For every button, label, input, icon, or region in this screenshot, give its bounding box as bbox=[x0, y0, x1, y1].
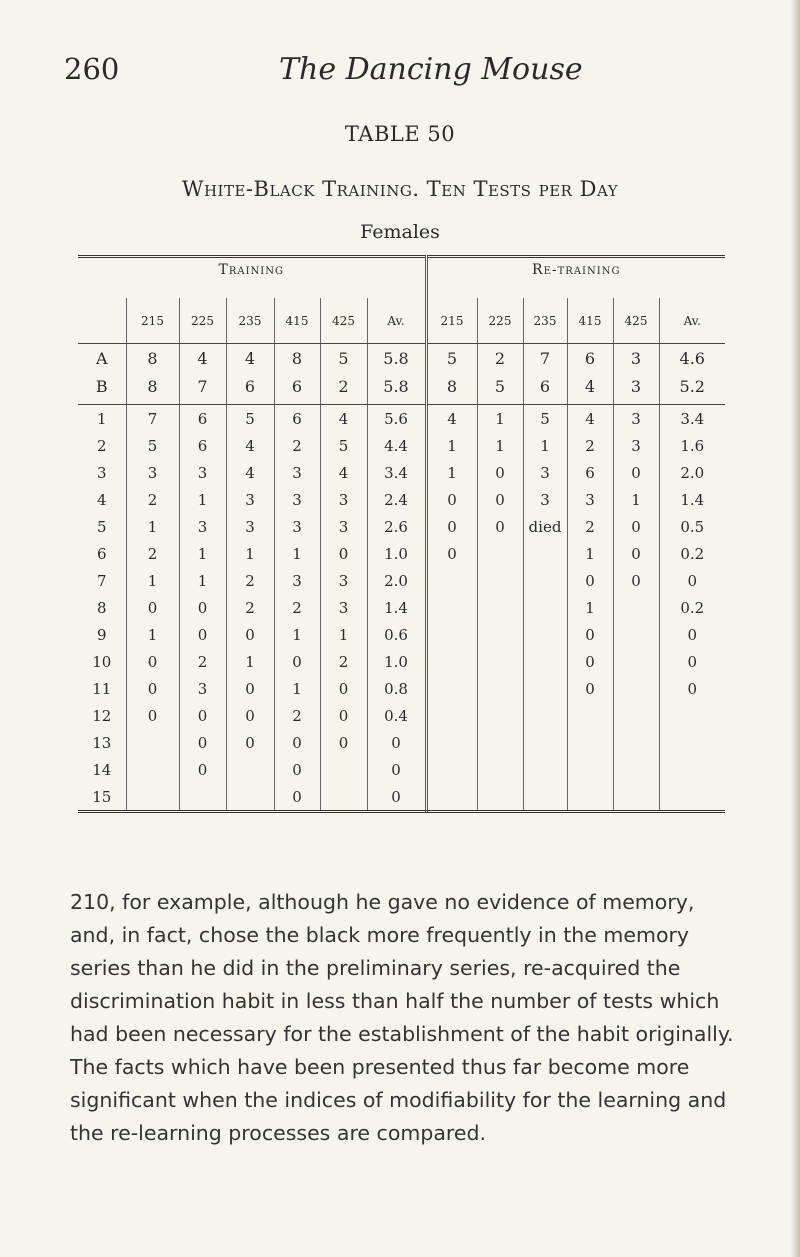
table-cell: 0 bbox=[226, 675, 274, 702]
table-subtitle: Females bbox=[360, 221, 440, 243]
table-cell: 0 bbox=[367, 756, 426, 783]
table-row bbox=[78, 459, 725, 486]
table-cell bbox=[426, 567, 477, 594]
table-cell: 2 bbox=[274, 594, 320, 621]
table-cell bbox=[567, 783, 613, 812]
row-label: 12 bbox=[78, 702, 126, 729]
table-cell: 3 bbox=[274, 486, 320, 513]
table-cell: 0 bbox=[320, 540, 367, 567]
table-cell: 1 bbox=[179, 540, 226, 567]
column-header bbox=[78, 298, 126, 344]
table-row bbox=[78, 594, 725, 621]
table-cell bbox=[426, 783, 477, 812]
table-cell: 2.0 bbox=[367, 567, 426, 594]
table-body bbox=[78, 344, 725, 812]
table-row bbox=[78, 756, 725, 783]
table-cell: 2.6 bbox=[367, 513, 426, 540]
table-cell: 1.0 bbox=[367, 540, 426, 567]
table-cell: 5.2 bbox=[659, 372, 725, 405]
table-cell: 0 bbox=[426, 513, 477, 540]
table-cell bbox=[477, 621, 523, 648]
table-cell bbox=[613, 756, 659, 783]
column-header: 415 bbox=[274, 298, 320, 344]
table-row bbox=[78, 648, 725, 675]
table-cell: 6 bbox=[274, 372, 320, 405]
table-cell bbox=[426, 648, 477, 675]
table-cell: 0 bbox=[367, 783, 426, 812]
table-cell: 0.2 bbox=[680, 544, 705, 563]
table-cell: 3 bbox=[523, 486, 567, 513]
table-cell: 2 bbox=[567, 432, 613, 459]
column-header: 225 bbox=[179, 298, 226, 344]
table-cell: 0 bbox=[274, 756, 320, 783]
table-cell: 8 bbox=[274, 344, 320, 373]
table-cell: 4.6 bbox=[679, 348, 705, 368]
table-cell: 8 bbox=[126, 372, 179, 405]
row-label: 15 bbox=[78, 783, 126, 812]
table-cell bbox=[523, 621, 567, 648]
table-cell: 2.0 bbox=[680, 463, 705, 482]
column-header: 235 bbox=[226, 298, 274, 344]
group-header-row bbox=[78, 257, 725, 299]
row-label: B bbox=[78, 372, 126, 405]
table-cell: 3 bbox=[567, 486, 613, 513]
table-row bbox=[78, 540, 725, 567]
table-cell bbox=[613, 783, 659, 812]
page-header bbox=[64, 52, 740, 92]
table-cell bbox=[226, 756, 274, 783]
table-cell: 4 bbox=[320, 459, 367, 486]
column-header: 215 bbox=[426, 298, 477, 344]
table-cell: 4 bbox=[226, 432, 274, 459]
table-cell bbox=[523, 783, 567, 812]
column-header: Av. bbox=[367, 298, 426, 344]
table-cell: 3 bbox=[274, 513, 320, 540]
table-cell: 2 bbox=[226, 567, 274, 594]
table-cell: 0 bbox=[426, 486, 477, 513]
table-cell bbox=[426, 675, 477, 702]
row-label: 6 bbox=[78, 540, 126, 567]
table-cell: 8 bbox=[426, 372, 477, 405]
table-row bbox=[78, 372, 725, 405]
table-cell: 0 bbox=[477, 486, 523, 513]
table-cell: 5 bbox=[320, 432, 367, 459]
table-row bbox=[78, 513, 725, 540]
row-label: 8 bbox=[78, 594, 126, 621]
table-cell: 0.8 bbox=[367, 675, 426, 702]
table-cell: 0 bbox=[274, 729, 320, 756]
table-cell: 1 bbox=[274, 675, 320, 702]
table-cell: 0 bbox=[126, 702, 179, 729]
table-cell: 0 bbox=[226, 729, 274, 756]
table-cell: 3 bbox=[320, 513, 367, 540]
table-cell: 0 bbox=[426, 540, 477, 567]
table-cell bbox=[179, 783, 226, 812]
table-cell bbox=[126, 756, 179, 783]
table-cell bbox=[613, 648, 659, 675]
table-cell: 0 bbox=[126, 675, 179, 702]
table-cell bbox=[226, 783, 274, 812]
table-cell: 0 bbox=[613, 513, 659, 540]
table-cell: 1 bbox=[477, 405, 523, 433]
table-cell: 1 bbox=[274, 621, 320, 648]
table-cell: 7 bbox=[523, 344, 567, 373]
table-cell: 0 bbox=[179, 594, 226, 621]
table-cell: 3 bbox=[226, 513, 274, 540]
column-header: 425 bbox=[613, 298, 659, 344]
table-cell: 0.4 bbox=[367, 702, 426, 729]
table-cell: 3 bbox=[274, 567, 320, 594]
table-cell: 1.4 bbox=[367, 594, 426, 621]
table-cell: 1 bbox=[226, 540, 274, 567]
row-label: 14 bbox=[78, 756, 126, 783]
table-cell: 5 bbox=[477, 372, 523, 405]
data-table bbox=[78, 255, 725, 813]
table-cell: 0 bbox=[179, 756, 226, 783]
table-cell bbox=[426, 594, 477, 621]
table-cell: 4 bbox=[567, 372, 613, 405]
paragraph-2: The facts which have been presented thus far become more significant when the indices of modifiability for the learning and the re-learning processes are compared. bbox=[70, 1055, 727, 1145]
table-cell: 5.8 bbox=[367, 344, 426, 373]
body-text bbox=[70, 886, 740, 1150]
table-cell: 8 bbox=[126, 344, 179, 373]
table-cell: 5 bbox=[320, 344, 367, 373]
table-cell: 1 bbox=[426, 459, 477, 486]
table-row bbox=[78, 783, 725, 812]
table-cell: 1.4 bbox=[680, 490, 705, 509]
table-cell: 3 bbox=[613, 432, 659, 459]
table-cell: 5 bbox=[126, 432, 179, 459]
table-cell: 0 bbox=[477, 459, 523, 486]
row-label: A bbox=[78, 344, 126, 373]
table-cell bbox=[523, 648, 567, 675]
table-cell bbox=[477, 594, 523, 621]
table-cell: 3 bbox=[613, 372, 659, 405]
table-cell: 0 bbox=[126, 648, 179, 675]
table-cell: 5 bbox=[426, 344, 477, 373]
table-cell: 0 bbox=[613, 459, 659, 486]
table-cell bbox=[477, 540, 523, 567]
table-cell: 4 bbox=[426, 405, 477, 433]
table-cell: 2.4 bbox=[367, 486, 426, 513]
table-cell: 2 bbox=[320, 372, 367, 405]
table-cell: 1 bbox=[179, 486, 226, 513]
table-cell: 4.4 bbox=[367, 432, 426, 459]
table-cell: 0 bbox=[320, 702, 367, 729]
table-cell: 2 bbox=[274, 702, 320, 729]
table-cell: 4 bbox=[226, 459, 274, 486]
table-cell: 2 bbox=[126, 540, 179, 567]
page-number: 260 bbox=[64, 52, 120, 86]
table-cell: 3 bbox=[613, 405, 659, 433]
table-cell bbox=[126, 783, 179, 812]
table-number: TABLE 50 bbox=[344, 122, 456, 146]
table-cell bbox=[523, 756, 567, 783]
table-cell bbox=[426, 702, 477, 729]
table-cell bbox=[426, 756, 477, 783]
table-cell: 0 bbox=[567, 648, 613, 675]
table-cell: 1 bbox=[274, 540, 320, 567]
table-cell: 3 bbox=[179, 459, 226, 486]
page-edge bbox=[790, 0, 800, 1257]
table-cell bbox=[426, 621, 477, 648]
table-cell: 0 bbox=[687, 652, 698, 671]
table-cell: 3.4 bbox=[680, 409, 705, 428]
table-cell bbox=[477, 675, 523, 702]
table-row bbox=[78, 702, 725, 729]
table-cell bbox=[477, 756, 523, 783]
table-cell bbox=[659, 783, 725, 812]
table-cell: 7 bbox=[126, 405, 179, 433]
table-cell: 1 bbox=[426, 432, 477, 459]
table-cell bbox=[613, 594, 659, 621]
table-cell: 2 bbox=[274, 432, 320, 459]
table-cell: 0 bbox=[687, 625, 698, 644]
table-cell: 0.2 bbox=[680, 598, 705, 617]
table-cell: 1 bbox=[320, 621, 367, 648]
row-label: 13 bbox=[78, 729, 126, 756]
table-cell bbox=[613, 702, 659, 729]
table-cell: 0 bbox=[179, 702, 226, 729]
table-cell bbox=[523, 594, 567, 621]
table-cell: 4 bbox=[320, 405, 367, 433]
table-cell: 1 bbox=[126, 513, 179, 540]
table-cell: 5 bbox=[226, 405, 274, 433]
table-cell bbox=[523, 675, 567, 702]
table-cell bbox=[659, 702, 725, 729]
table-cell: 3 bbox=[226, 486, 274, 513]
table-cell: 0 bbox=[567, 567, 613, 594]
table-cell: 0 bbox=[226, 621, 274, 648]
table-cell: 3.4 bbox=[367, 459, 426, 486]
table-cell: 6 bbox=[179, 432, 226, 459]
table-cell bbox=[523, 540, 567, 567]
column-header: Av. bbox=[659, 298, 725, 344]
table-cell: 0 bbox=[687, 571, 698, 590]
table-cell: 3 bbox=[274, 459, 320, 486]
table-cell bbox=[659, 729, 725, 756]
table-cell: 2 bbox=[179, 648, 226, 675]
table-cell: 1 bbox=[126, 567, 179, 594]
table-cell: 0 bbox=[367, 729, 426, 756]
table-cell: 1.0 bbox=[367, 648, 426, 675]
paragraph-1: 210, for example, although he gave no evidence of memory, and, in fact, chose the black more frequently in the memory series than he did in the preliminary series, re-acquired the discrimination habit in less than half the number of tests which had been necessary for the establishment of the habit originally. bbox=[70, 890, 734, 1046]
table-cell: 4 bbox=[179, 344, 226, 373]
row-label: 4 bbox=[78, 486, 126, 513]
table-cell: 3 bbox=[179, 675, 226, 702]
table-cell: 2 bbox=[126, 486, 179, 513]
table-cell bbox=[477, 729, 523, 756]
table-cell bbox=[613, 675, 659, 702]
table-cell bbox=[523, 729, 567, 756]
group-training: Training bbox=[78, 257, 426, 299]
row-label: 1 bbox=[78, 405, 126, 433]
table-cell: 6 bbox=[567, 459, 613, 486]
table-cell: 6 bbox=[179, 405, 226, 433]
table-cell: 6 bbox=[226, 372, 274, 405]
row-label: 7 bbox=[78, 567, 126, 594]
table-cell: 0 bbox=[687, 679, 698, 698]
table-cell bbox=[477, 702, 523, 729]
row-label: 9 bbox=[78, 621, 126, 648]
table-cell: 2 bbox=[477, 344, 523, 373]
table-cell bbox=[320, 756, 367, 783]
table-cell: 0.5 bbox=[680, 517, 705, 536]
table-cell bbox=[523, 567, 567, 594]
table-cell bbox=[477, 567, 523, 594]
table-cell bbox=[523, 702, 567, 729]
table-cell: 6 bbox=[274, 405, 320, 433]
table-cell: 0 bbox=[567, 675, 613, 702]
table-cell bbox=[567, 702, 613, 729]
table-cell: 5.8 bbox=[367, 372, 426, 405]
table-cell: 0 bbox=[274, 783, 320, 812]
row-label: 5 bbox=[78, 513, 126, 540]
row-label: 2 bbox=[78, 432, 126, 459]
table-cell: 0.6 bbox=[367, 621, 426, 648]
column-header: 215 bbox=[126, 298, 179, 344]
table-cell: 0 bbox=[179, 729, 226, 756]
table-cell bbox=[567, 729, 613, 756]
table-row bbox=[78, 405, 725, 433]
table-row bbox=[78, 729, 725, 756]
table-cell: 3 bbox=[613, 344, 659, 373]
table-cell: 3 bbox=[320, 486, 367, 513]
table-cell bbox=[477, 783, 523, 812]
table-cell bbox=[613, 621, 659, 648]
table-cell: 3 bbox=[126, 459, 179, 486]
table-cell: 1 bbox=[567, 540, 613, 567]
table-row bbox=[78, 621, 725, 648]
table-cell: 0 bbox=[226, 702, 274, 729]
table-cell: 1 bbox=[613, 486, 659, 513]
table-cell: 3 bbox=[320, 594, 367, 621]
table-cell: 0 bbox=[477, 513, 523, 540]
table-cell bbox=[126, 729, 179, 756]
table-row bbox=[78, 344, 725, 373]
table-cell bbox=[426, 729, 477, 756]
table-cell: 3 bbox=[523, 459, 567, 486]
table-cell: 0 bbox=[567, 621, 613, 648]
table-cell: 0 bbox=[320, 729, 367, 756]
table-cell: 1 bbox=[567, 594, 613, 621]
table-cell: 0 bbox=[613, 540, 659, 567]
row-label: 3 bbox=[78, 459, 126, 486]
table-cell: 4 bbox=[567, 405, 613, 433]
column-header: 225 bbox=[477, 298, 523, 344]
table-title: White-Black Training. Ten Tests per Day bbox=[181, 177, 619, 201]
table-cell: 1 bbox=[226, 648, 274, 675]
table-cell: 1 bbox=[477, 432, 523, 459]
data-table-container bbox=[78, 255, 725, 813]
table-row bbox=[78, 486, 725, 513]
table-row bbox=[78, 675, 725, 702]
row-label: 10 bbox=[78, 648, 126, 675]
table-cell bbox=[477, 648, 523, 675]
table-cell: 3 bbox=[179, 513, 226, 540]
table-cell: 2 bbox=[226, 594, 274, 621]
table-cell: 3 bbox=[320, 567, 367, 594]
table-cell bbox=[320, 783, 367, 812]
table-cell bbox=[567, 756, 613, 783]
table-cell: 0 bbox=[179, 621, 226, 648]
row-label: 11 bbox=[78, 675, 126, 702]
table-cell bbox=[613, 729, 659, 756]
table-cell: 1 bbox=[523, 432, 567, 459]
table-cell bbox=[659, 756, 725, 783]
table-cell: 1 bbox=[179, 567, 226, 594]
column-header: 235 bbox=[523, 298, 567, 344]
table-cell: 0 bbox=[126, 594, 179, 621]
table-cell: 2 bbox=[320, 648, 367, 675]
table-cell: 5 bbox=[523, 405, 567, 433]
table-cell: 7 bbox=[179, 372, 226, 405]
running-title: The Dancing Mouse bbox=[279, 52, 583, 87]
table-row bbox=[78, 432, 725, 459]
column-header: 415 bbox=[567, 298, 613, 344]
table-cell: 6 bbox=[567, 344, 613, 373]
table-cell: 0 bbox=[274, 648, 320, 675]
column-header: 425 bbox=[320, 298, 367, 344]
table-cell: 2 bbox=[567, 513, 613, 540]
table-cell: 4 bbox=[226, 344, 274, 373]
column-header-row bbox=[78, 298, 725, 344]
table-cell: died bbox=[523, 513, 567, 540]
table-cell: 5.6 bbox=[367, 405, 426, 433]
table-cell: 0 bbox=[320, 675, 367, 702]
table-cell: 1 bbox=[126, 621, 179, 648]
table-row bbox=[78, 567, 725, 594]
table-cell: 1.6 bbox=[680, 436, 705, 455]
table-cell: 0 bbox=[613, 567, 659, 594]
group-retraining: Re-training bbox=[532, 262, 621, 278]
table-cell: 6 bbox=[523, 372, 567, 405]
